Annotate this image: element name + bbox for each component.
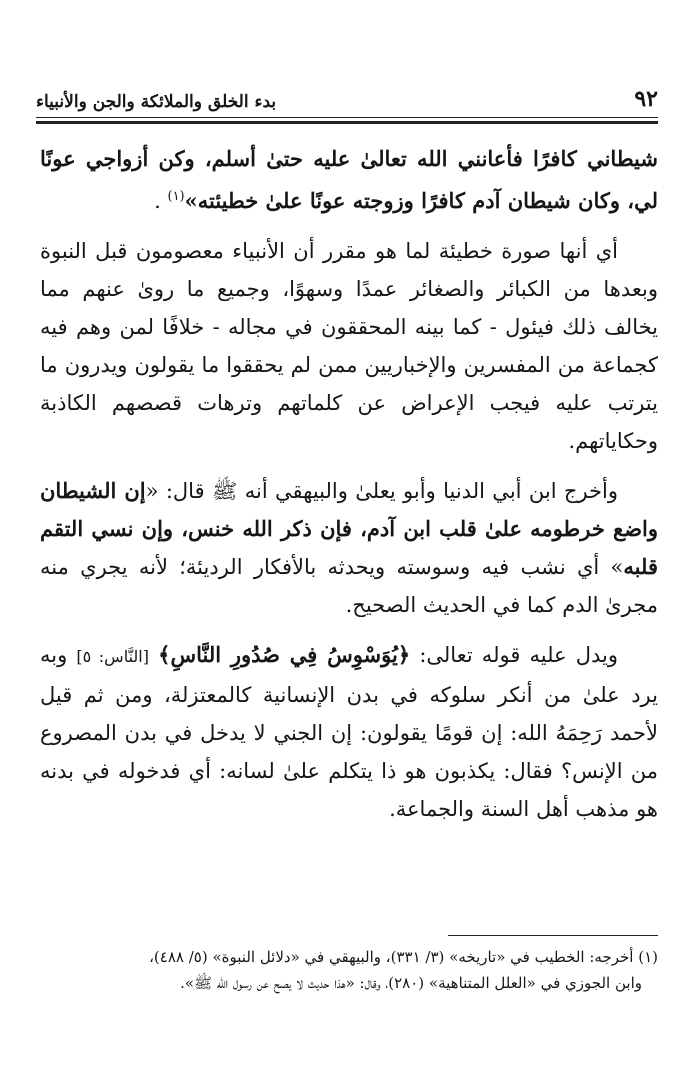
- footnote-line-1: (١) أخرجه: الخطيب في «تاريخه» (٣/ ٣٣١)، والبيهقي في «دلائل النبوة» (٥/ ٤٨٨)،: [149, 948, 658, 966]
- period: .: [154, 189, 168, 213]
- evidence-text: وبه يرد علىٰ من أنكر سلوكه في بدن الإنسانية كالمعتزلة، ومن ثم قيل لأحمد رَحِمَهُ الله: إن قومًا يقولون: إن الجني لا يدخل في بدن المصروع من الإنس؟ فقال: يكذبون هو ذا يتكلم علىٰ لسانه: أي فدخوله في بدنه هو مذهب أهل السنة والجماعة.: [40, 643, 658, 821]
- hadith-continuation-paragraph: [40, 140, 658, 220]
- main-text: [40, 140, 658, 840]
- quran-verse: يُوَسْوِسُ فِي صُدُورِ النَّاسِ: [170, 642, 398, 667]
- footnote: [40, 944, 658, 996]
- header-rule-thick: [36, 121, 658, 124]
- ornate-bracket-open: ﴿: [397, 643, 411, 667]
- header-rule-thin: [36, 117, 658, 118]
- hadith-intro: وأخرج ابن أبي الدنيا وأبو يعلىٰ والبيهقي أنه ﷺ قال: «: [145, 479, 618, 503]
- footnote-separator: [448, 935, 658, 936]
- hadith-paragraph: [40, 472, 658, 624]
- ornate-bracket-close: ﴾: [158, 643, 171, 667]
- chapter-title: بدء الخلق والملائكة والجن والأنبياء: [36, 92, 277, 112]
- hadith-explanation: » أي نشب فيه وسوسته ويحدثه بالأفكار الرديئة؛ لأنه يجري منه مجرىٰ الدم كما في الحديث الصحيح.: [40, 555, 658, 617]
- commentary-paragraph: أي أنها صورة خطيئة لما هو مقرر أن الأنبياء معصومون قبل النبوة وبعدها من الكبائر والصغائر عمدًا وسهوًا، وجميع ما روىٰ عنهم مما يخالف ذلك فيئول - كما بينه المحققون في مجاله - خلافًا لمن وهم فيه كجماعة من المفسرين والإخباريين ممن لم يحققوا ما يقولون ويدرون ما يترتب عليه فيجب الإعراض عن كلماتهم وترهات قصصهم الكاذبة وحكاياتهم.: [40, 239, 658, 453]
- footnote-line-2: وابن الجوزي في «العلل المتناهية» (٢٨٠)، وقال: «هذا حديث لا يصح عن رسول الله ﷺ».: [180, 974, 642, 992]
- quran-evidence-paragraph: [40, 636, 658, 828]
- evidence-intro: ويدل عليه قوله تعالى:: [410, 643, 618, 667]
- page-number: ٩٢: [634, 86, 658, 112]
- footnote-marker[interactable]: (١): [167, 189, 185, 204]
- verse-reference: [النَّاس: ٥]: [76, 647, 149, 666]
- running-header: [36, 82, 658, 112]
- hadith-quote: إن الشيطان واضع خرطومه علىٰ قلب ابن آدم، فإن ذكر الله خنس، وإن نسي التقم قلبه: [40, 478, 658, 579]
- hadith-text: شيطاني كافرًا فأعانني الله تعالىٰ عليه حتىٰ أسلم، وكن أزواجي عونًا لي، وكان شيطان آدم كافرًا وزوجته عونًا علىٰ خطيئته: [40, 146, 658, 213]
- quote-close: »: [184, 188, 198, 213]
